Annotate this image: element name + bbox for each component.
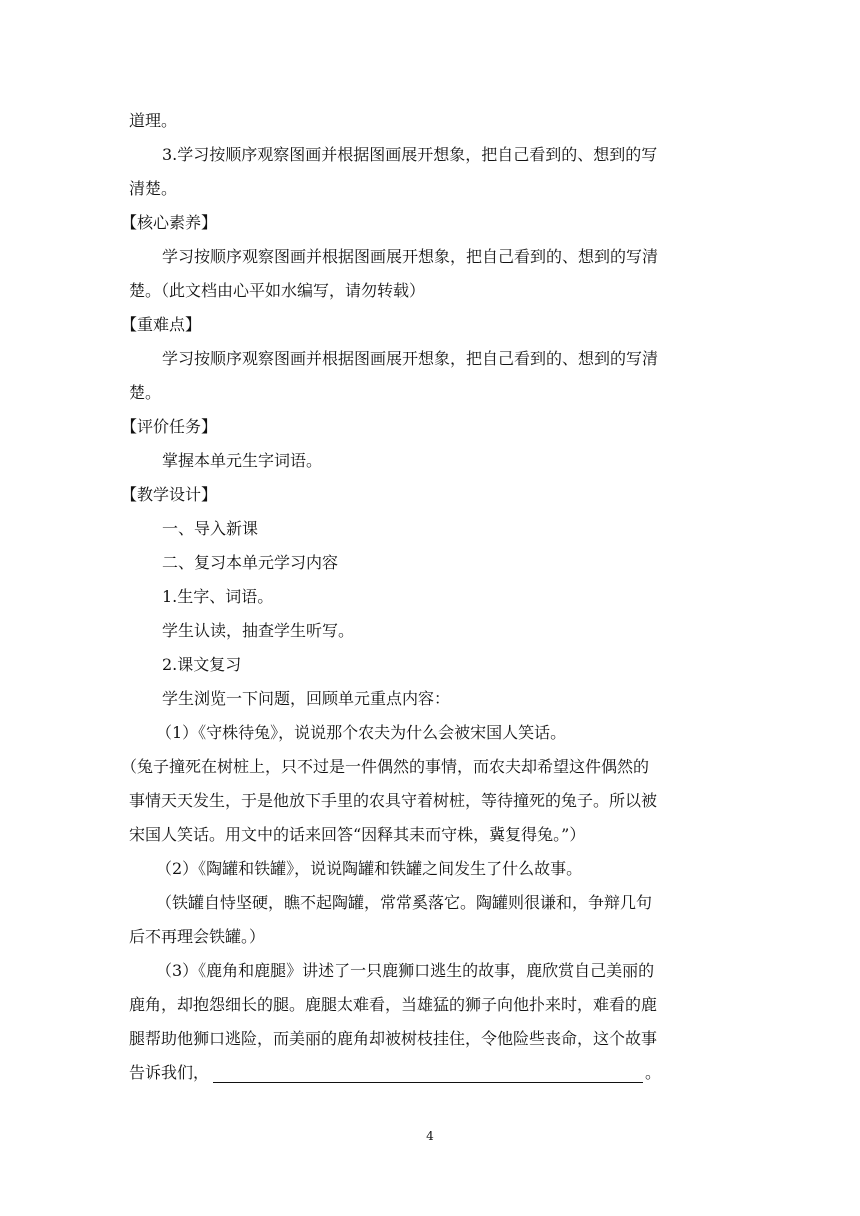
answer-blank[interactable] (213, 1065, 643, 1083)
section-heading: 【核心素养】 (121, 213, 218, 232)
page-number: 4 (426, 1129, 434, 1143)
text-line: 宋国人笑话。用文中的话来回答“因释其耒而守株，冀复得兔。”） (129, 825, 586, 844)
text-line: （3）《鹿角和鹿腿》讲述了一只鹿狮口逃生的故事，鹿欣赏自己美丽的 (156, 961, 655, 980)
text-line: 楚。（此文档由心平如水编写，请勿转载） (129, 281, 426, 300)
section-heading: 【评价任务】 (121, 417, 218, 436)
text-line: 腿帮助他狮口逃险，而美丽的鹿角却被树枝挂住，令他险些丧命，这个故事 (129, 1029, 658, 1048)
text-line: 3.学习按顺序观察图画并根据图画展开想象，把自己看到的、想到的写 (162, 145, 658, 164)
fill-in-suffix: 。 (645, 1063, 662, 1082)
text-line: 学习按顺序观察图画并根据图画展开想象，把自己看到的、想到的写清 (162, 247, 659, 266)
section-heading: 【教学设计】 (121, 485, 218, 504)
text-line: 鹿角，却抱怨细长的腿。鹿腿太难看，当雄猛的狮子向他扑来时，难看的鹿 (129, 995, 658, 1014)
text-line: 学生浏览一下问题，回顾单元重点内容： (162, 689, 451, 708)
text-line: 学习按顺序观察图画并根据图画展开想象，把自己看到的、想到的写清 (162, 349, 659, 368)
fill-in-line (129, 1063, 661, 1083)
text-line: 后不再理会铁罐。） (129, 927, 266, 946)
text-line: 1.生字、词语。 (162, 587, 274, 606)
text-line: 楚。 (129, 383, 162, 402)
section-heading: 【重难点】 (121, 315, 202, 334)
fill-in-prefix: 告诉我们， (129, 1063, 210, 1082)
text-line: 清楚。 (129, 179, 178, 198)
text-line: （2）《陶罐和铁罐》，说说陶罐和铁罐之间发生了什么故事。 (156, 859, 583, 878)
text-line: 掌握本单元生字词语。 (162, 451, 323, 470)
text-line: 二、复习本单元学习内容 (162, 553, 339, 572)
text-line: 学生认读，抽查学生听写。 (162, 621, 355, 640)
text-line: 2.课文复习 (162, 655, 242, 674)
text-line: 事情天天发生，于是他放下手里的农具守着树桩，等待撞死的兔子。所以被 (129, 791, 658, 810)
text-line: （兔子撞死在树桩上，只不过是一件偶然的事情，而农夫却希望这件偶然的 (121, 757, 650, 776)
text-line: （1）《守株待兔》，说说那个农夫为什么会被宋国人笑话。 (156, 723, 567, 742)
text-line: （铁罐自恃坚硬，瞧不起陶罐，常常奚落它。陶罐则很谦和，争辩几句 (156, 893, 653, 912)
text-line: 道理。 (129, 111, 178, 130)
text-line: 一、导入新课 (162, 519, 259, 538)
